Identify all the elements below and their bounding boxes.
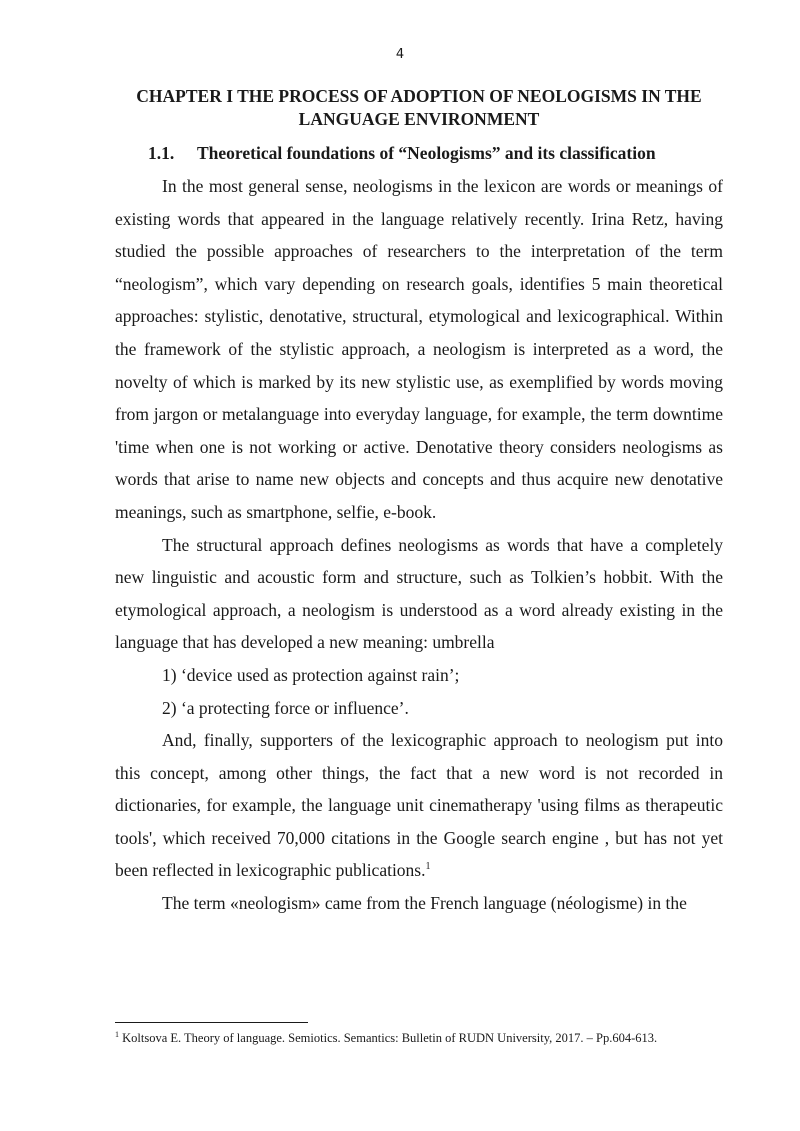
list-item: 1) ‘device used as protection against rain’; [162,664,460,685]
paragraph-text: And, finally, supporters of the lexicographic approach to neologism put into this concept, among other things, the fact that a new word is not recorded in dictionaries, for example, the language unit cinematherapy 'using films as therapeutic tools', which received 70,000 citations in the Google search engine , but has not yet been reflected in lexicographic publications. [115,730,723,881]
section-heading [148,142,728,164]
footnote-separator [115,1022,308,1023]
footnote-marker: 1 [115,1030,119,1039]
page-number: 4 [395,47,405,62]
footnote-text: Koltsova E. Theory of language. Semiotics. Semantics: Bulletin of RUDN University, 2017. – Pp.604-613. [122,1031,658,1045]
body-text [115,170,723,920]
list-item: 2) ‘a protecting force or influence’. [162,697,409,718]
section-title: Theoretical foundations of “Neologisms” and its classification [197,143,656,163]
footnote-reference[interactable]: 1 [425,861,431,873]
section-number: 1.1. [148,143,175,163]
footnote [115,1031,735,1046]
chapter-title: CHAPTER I THE PROCESS OF ADOPTION OF NEOLOGISMS IN THE LANGUAGE ENVIRONMENT [136,86,702,129]
paragraph [115,724,723,887]
paragraph: The structural approach defines neologisms as words that have a completely new linguistic and acoustic form and structure, such as Tolkien’s hobbit. With the etymological approach, a neologism is understood as a word already existing in the language that has developed a new meaning: umbrella [115,534,723,653]
paragraph: The term «neologism» came from the French language (néologisme) in the [162,893,687,914]
paragraph: In the most general sense, neologisms in the lexicon are words or meanings of existing words that appeared in the language relatively recently. Irina Retz, having studied the possible approaches of researchers to the interpretation of the term “neologism”, which vary depending on research goals, identifies 5 main theoretical approaches: stylistic, denotative, structural, etymological and lexicographical. Within the framework of the stylistic approach, a neologism is interpreted as a word, the novelty of which is marked by its new stylistic use, as exemplified by words moving from jargon or metalanguage into everyday language, for example, the term downtime 'time when one is not working or active. Denotative theory considers neologisms as words that arise to name new objects and concepts and thus acquire new denotative meanings, such as smartphone, selfie, e-book. [115,176,723,522]
